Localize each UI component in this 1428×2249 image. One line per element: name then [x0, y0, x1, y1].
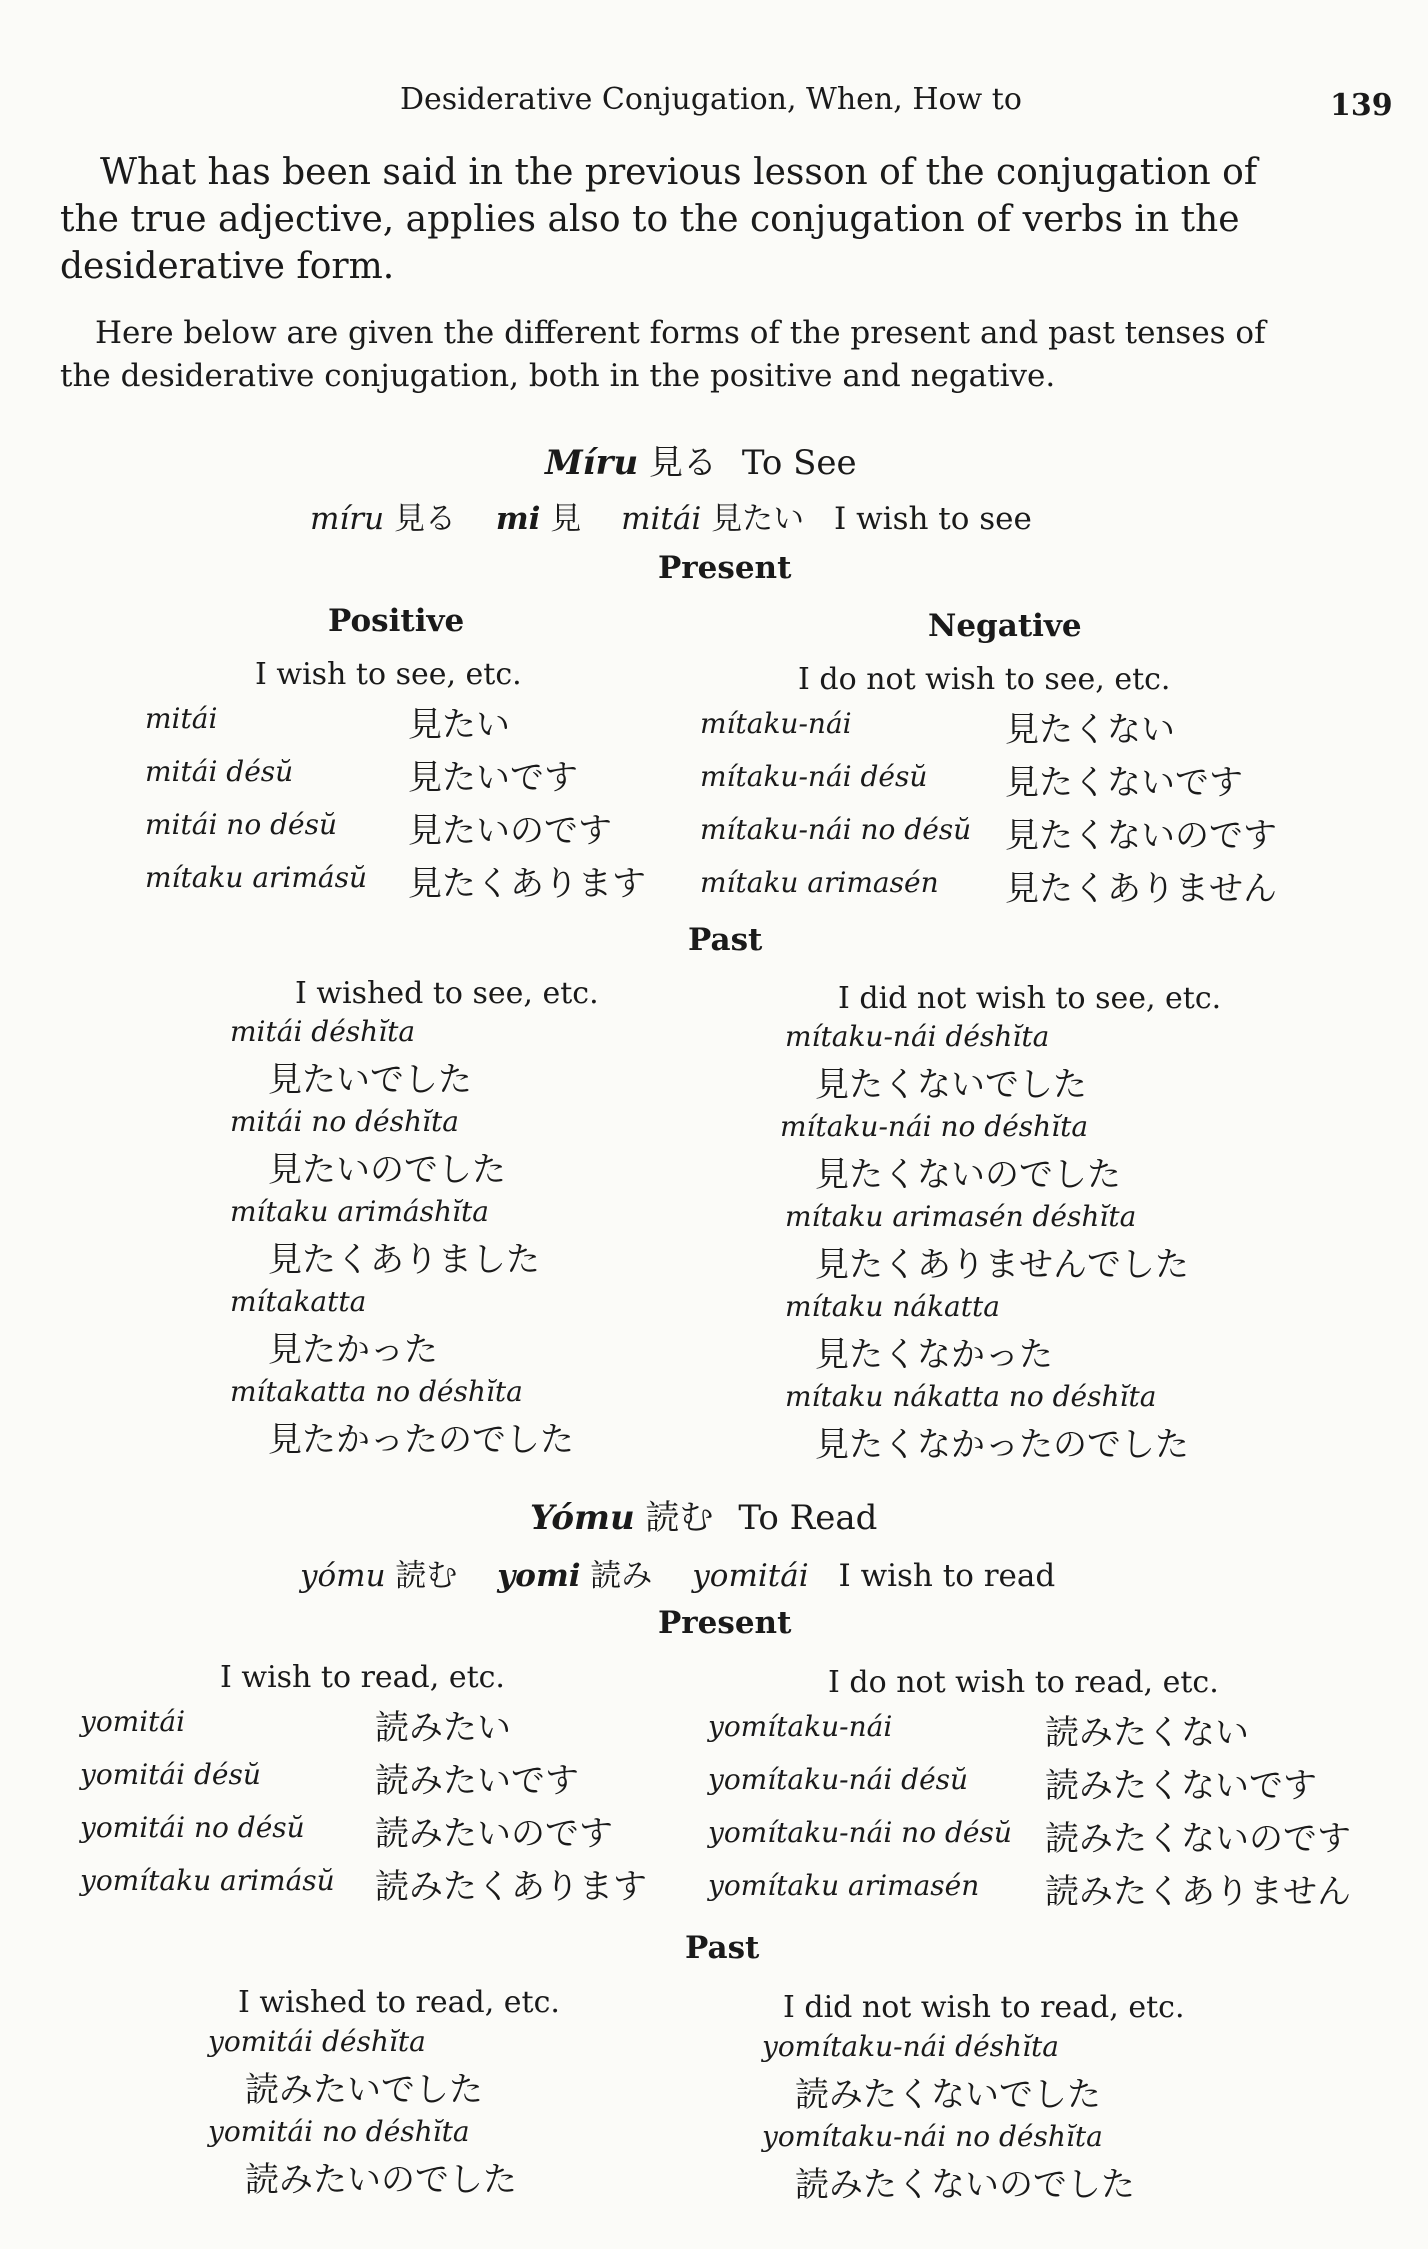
- present-positive-romaji: mítaku arimásŭ: [145, 861, 368, 894]
- past-negative-japanese: 見たくないでした: [815, 1065, 1087, 1105]
- present-negative-japanese: 読みたくない: [1045, 1713, 1249, 1753]
- past-positive-japanese: 見たいでした: [268, 1060, 472, 1100]
- form-kanji: 見る: [393, 501, 456, 537]
- present-positive-japanese: 読みたいのです: [375, 1814, 613, 1854]
- present-positive-romaji: mitái no désŭ: [145, 808, 337, 841]
- past-heading: Past: [685, 1930, 760, 1966]
- positive-subheading: I wish to read, etc.: [220, 1660, 505, 1695]
- past-positive-japanese: 見たいのでした: [268, 1150, 506, 1190]
- past-positive-japanese: 読みたいでした: [245, 2070, 483, 2110]
- verb-forms-miru: [310, 493, 1032, 538]
- verb-title-english: To See: [741, 443, 857, 483]
- negative-heading: Negative: [928, 608, 1082, 644]
- present-positive-japanese: 見たいのです: [408, 811, 612, 851]
- verb-title-kanji: 読む: [645, 1498, 714, 1538]
- past-negative-japanese: 見たくありませんでした: [815, 1245, 1189, 1285]
- present-negative-romaji: yomítaku-nái no désŭ: [708, 1816, 1012, 1849]
- form-romaji: mi: [495, 501, 541, 537]
- present-positive-romaji: yomítaku arimásŭ: [80, 1864, 335, 1897]
- verb-title-miru: [545, 435, 857, 484]
- intro-p1-line: desiderative form.: [60, 246, 395, 287]
- past-positive-japanese: 見たくありました: [268, 1240, 540, 1280]
- past-positive-romaji: yomitái no déshĭta: [208, 2115, 470, 2148]
- form-romaji: yomitái: [692, 1558, 809, 1594]
- present-positive-japanese: 見たい: [408, 705, 510, 745]
- present-positive-japanese: 読みたい: [375, 1708, 511, 1748]
- past-negative-romaji: mítaku nákatta: [785, 1290, 1000, 1323]
- present-positive-japanese: 読みたくあります: [375, 1867, 647, 1907]
- present-positive-romaji: mitái: [145, 702, 218, 735]
- present-negative-japanese: 読みたくないです: [1045, 1766, 1317, 1806]
- present-negative-romaji: mítaku-nái: [700, 707, 852, 740]
- present-negative-romaji: yomítaku arimasén: [708, 1869, 980, 1902]
- form-kanji: 読み: [590, 1558, 653, 1594]
- present-positive-romaji: yomitái désŭ: [80, 1758, 261, 1791]
- past-negative-romaji: yomítaku-nái no déshĭta: [762, 2120, 1103, 2153]
- form-romaji: yomi: [497, 1558, 581, 1594]
- form-kanji: 見たい: [711, 501, 805, 537]
- present-heading: Present: [658, 1605, 792, 1641]
- verb-title-english: To Read: [738, 1498, 878, 1538]
- form-gloss: I wish to see: [834, 501, 1032, 537]
- past-positive-romaji: mítakatta: [230, 1285, 367, 1318]
- form-kanji: 読む: [395, 1558, 458, 1594]
- present-positive-japanese: 見たいです: [408, 758, 578, 798]
- positive-subheading: I wish to see, etc.: [255, 657, 522, 692]
- verb-title-romaji: Yómu: [530, 1498, 635, 1538]
- present-negative-romaji: mítaku-nái désŭ: [700, 760, 928, 793]
- present-negative-romaji: mítaku arimasén: [700, 866, 939, 899]
- verb-title-kanji: 見る: [649, 443, 717, 483]
- negative-subheading: I do not wish to read, etc.: [828, 1665, 1219, 1700]
- past-negative-romaji: mítaku arimasén déshĭta: [785, 1200, 1137, 1233]
- past-negative-japanese: 読みたくないでした: [795, 2075, 1101, 2115]
- present-positive-romaji: yomitái: [80, 1705, 186, 1738]
- verb-forms-yomu: [300, 1550, 1055, 1595]
- present-negative-japanese: 読みたくないのです: [1045, 1819, 1351, 1859]
- present-positive-romaji: yomitái no désŭ: [80, 1811, 305, 1844]
- intro-p1-line: the true adjective, applies also to the conjugation of verbs in the: [60, 199, 1240, 240]
- present-negative-japanese: 読みたくありません: [1045, 1872, 1351, 1912]
- past-negative-romaji: yomítaku-nái déshĭta: [762, 2030, 1059, 2063]
- verb-title-romaji: Míru: [545, 443, 639, 483]
- form-kanji: 見: [550, 501, 582, 537]
- present-negative-japanese: 見たくない: [1005, 710, 1175, 750]
- past-negative-japanese: 読みたくないのでした: [795, 2165, 1135, 2205]
- present-negative-romaji: yomítaku-nái: [708, 1710, 893, 1743]
- running-header: Desiderative Conjugation, When, How to: [400, 82, 1022, 117]
- past-negative-subheading: I did not wish to read, etc.: [783, 1990, 1185, 2025]
- past-positive-subheading: I wished to read, etc.: [238, 1985, 560, 2020]
- past-positive-romaji: yomitái déshĭta: [208, 2025, 426, 2058]
- past-positive-japanese: 見たかったのでした: [268, 1420, 574, 1460]
- past-negative-romaji: mítaku-nái no déshĭta: [780, 1110, 1089, 1143]
- past-negative-subheading: I did not wish to see, etc.: [838, 981, 1222, 1016]
- past-positive-subheading: I wished to see, etc.: [295, 976, 599, 1011]
- form-romaji: míru: [310, 501, 385, 537]
- past-negative-japanese: 見たくなかったのでした: [815, 1425, 1189, 1465]
- past-negative-romaji: mítaku nákatta no déshĭta: [785, 1380, 1157, 1413]
- present-negative-japanese: 見たくないです: [1005, 763, 1243, 803]
- verb-title-yomu: [530, 1490, 877, 1539]
- positive-heading: Positive: [328, 603, 465, 639]
- present-negative-romaji: mítaku-nái no désŭ: [700, 813, 972, 846]
- intro-p2-line: the desiderative conjugation, both in the positive and negative.: [60, 358, 1056, 394]
- present-positive-japanese: 見たくあります: [408, 864, 646, 904]
- present-heading: Present: [658, 550, 792, 586]
- form-gloss: I wish to read: [838, 1558, 1056, 1594]
- present-negative-japanese: 見たくありません: [1005, 869, 1277, 909]
- present-negative-japanese: 見たくないのです: [1005, 816, 1277, 856]
- past-positive-romaji: mitái déshĭta: [230, 1015, 416, 1048]
- present-positive-romaji: mitái désŭ: [145, 755, 294, 788]
- negative-subheading: I do not wish to see, etc.: [798, 662, 1171, 697]
- past-positive-romaji: mítakatta no déshĭta: [230, 1375, 523, 1408]
- past-positive-romaji: mítaku arimáshĭta: [230, 1195, 489, 1228]
- past-positive-romaji: mitái no déshĭta: [230, 1105, 459, 1138]
- page-number: 139: [1330, 88, 1393, 123]
- present-negative-romaji: yomítaku-nái désŭ: [708, 1763, 969, 1796]
- form-romaji: yómu: [300, 1558, 386, 1594]
- past-negative-japanese: 見たくないのでした: [815, 1155, 1121, 1195]
- past-positive-japanese: 見たかった: [268, 1330, 438, 1370]
- past-positive-japanese: 読みたいのでした: [245, 2160, 517, 2200]
- past-heading: Past: [688, 922, 763, 958]
- intro-p2-line: Here below are given the different forms of the present and past tenses of: [95, 315, 1266, 351]
- present-positive-japanese: 読みたいです: [375, 1761, 579, 1801]
- past-negative-romaji: mítaku-nái déshĭta: [785, 1020, 1050, 1053]
- form-romaji: mitái: [621, 501, 702, 537]
- past-negative-japanese: 見たくなかった: [815, 1335, 1053, 1375]
- intro-p1-line: What has been said in the previous lesson of the conjugation of: [100, 152, 1258, 193]
